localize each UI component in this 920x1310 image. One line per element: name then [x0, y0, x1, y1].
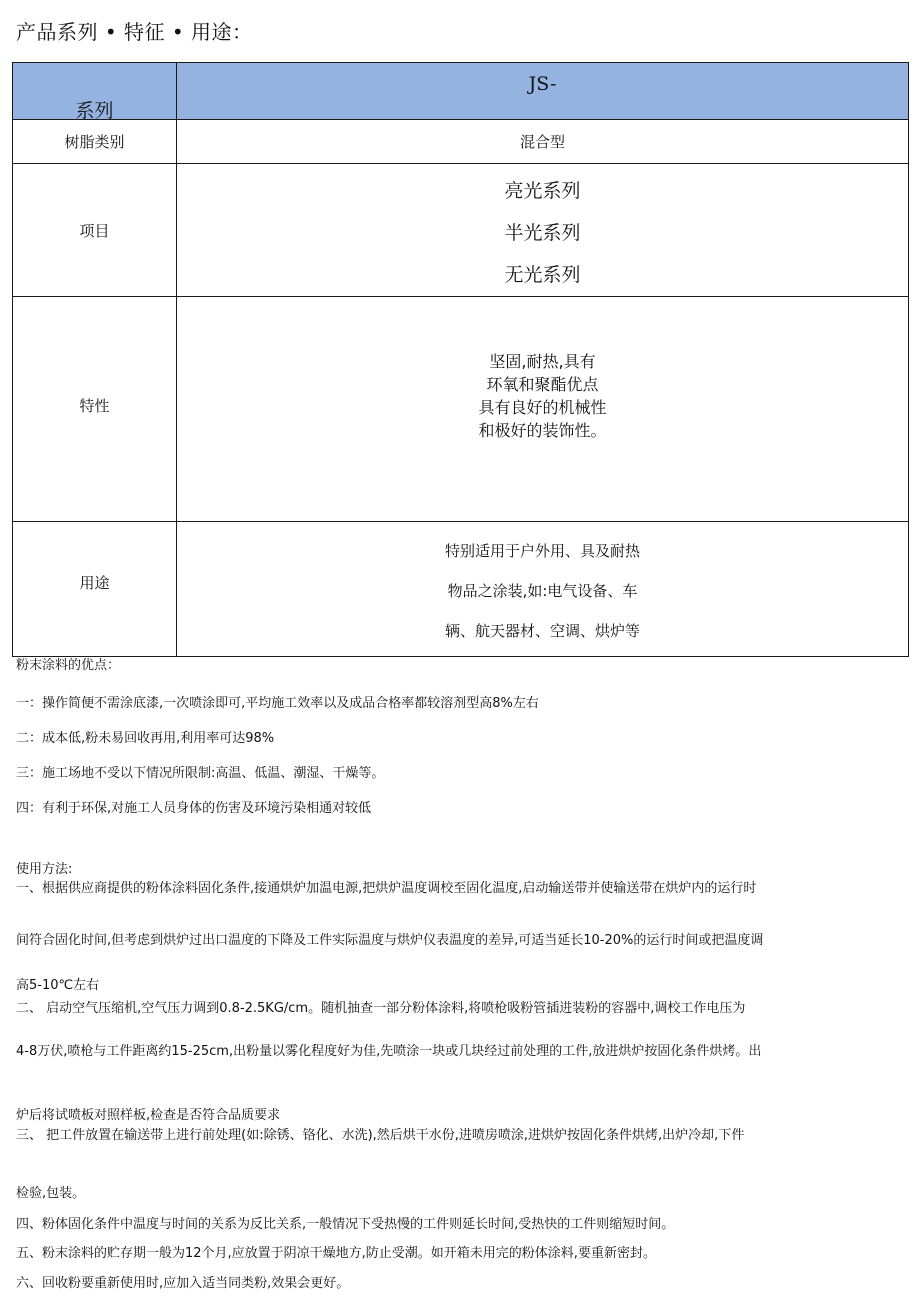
table-row-resin [13, 120, 909, 164]
usage-step-5: 五、粉末涂料的贮存期一般为12个月,应放置于阴凉干燥地方,防止受潮。如开箱未用完的粉体涂料,要重新密封。 [16, 1246, 656, 1261]
usage-step-2-part-1: 二、 启动空气压缩机,空气压力调到0.8-2.5KG/cm。随机抽查一部分粉体涂料,将喷枪吸粉管插进装粉的容器中,调校工作电压为 [16, 1001, 746, 1016]
usage-step-2-part-3: 炉后将试喷板对照样板,检查是否符合品质要求 [16, 1108, 281, 1123]
advantage-item: 一：操作简便不需涂底漆,一次喷涂即可,平均施工效率以及成品合格率都较溶剂型高8%左右 [16, 696, 539, 711]
table-row-features [13, 297, 909, 522]
uses-label: 用途 [13, 522, 177, 657]
use-line: 物品之涂装,如:电气设备、车 [447, 582, 638, 600]
usage-step-3-part-1: 三、 把工件放置在输送带上进行前处理(如:除锈、铬化、水洗),然后烘干水份,进喷房喷涂,进烘炉按固化条件烘烤,出炉冷却,下件 [16, 1128, 745, 1143]
usage-heading: 使用方法: [16, 862, 73, 877]
items-label: 项目 [13, 164, 177, 297]
item-matte: 无光系列 [504, 264, 581, 286]
usage-step-4: 四、粉体固化条件中温度与时间的关系为反比关系,一般情况下受热慢的工件则延长时间,受热快的工件则缩短时间。 [16, 1217, 675, 1232]
uses-cell [177, 522, 909, 657]
page-title: 产品系列 • 特征 • 用途： [16, 20, 253, 44]
product-spec-table [12, 62, 909, 657]
items-cell [177, 164, 909, 297]
use-line: 辆、航天器材、空调、烘炉等 [444, 622, 640, 640]
feature-line: 具有良好的机械性 [478, 398, 607, 417]
item-semi-gloss: 半光系列 [504, 222, 581, 244]
series-label: 系列 [75, 100, 114, 122]
feature-line: 环氧和聚酯优点 [486, 375, 599, 394]
usage-step-1-part-2: 间符合固化时间,但考虑到烘炉过出口温度的下降及工件实际温度与烘炉仪表温度的差异,可适当延长10-20%的运行时间或把温度调 [16, 933, 764, 948]
usage-step-1-part-1: 一、根据供应商提供的粉体涂料固化条件,接通烘炉加温电源,把烘炉温度调校至固化温度,启动输送带并使输送带在烘炉内的运行时 [16, 881, 757, 896]
item-gloss: 亮光系列 [504, 180, 581, 202]
series-value: JS- [528, 73, 557, 95]
table-row-items [13, 164, 909, 297]
usage-step-2-part-2: 4-8万伏,喷枪与工件距离约15-25cm,出粉量以雾化程度好为佳,先喷涂一块或几块经过前处理的工件,放进烘炉按固化条件烘烤。出 [16, 1044, 762, 1059]
advantage-item: 二：成本低,粉未易回收再用,利用率可达98% [16, 731, 275, 746]
usage-step-3-part-2: 检验,包装。 [16, 1186, 86, 1201]
table-row-uses [13, 522, 909, 657]
usage-step-1-part-3: 高5-10℃左右 [16, 978, 100, 993]
features-label: 特性 [13, 297, 177, 522]
advantage-item: 四：有利于环保,对施工人员身体的伤害及环境污染相通对较低 [16, 801, 372, 816]
advantage-item: 三：施工场地不受以下情况所限制:高温、低温、潮湿、干燥等。 [16, 766, 385, 781]
series-label-cell [13, 63, 177, 120]
resin-label: 树脂类别 [13, 120, 177, 164]
resin-value: 混合型 [177, 120, 909, 164]
features-cell [177, 297, 909, 522]
use-line: 特别适用于户外用、具及耐热 [444, 542, 640, 560]
feature-line: 坚固,耐热,具有 [489, 352, 596, 371]
feature-line: 和极好的装饰性。 [478, 421, 607, 440]
advantages-heading: 粉末涂料的优点： [16, 658, 121, 673]
table-row-series [13, 63, 909, 120]
usage-step-6: 六、回收粉要重新使用时,应加入适当同类粉,效果会更好。 [16, 1276, 350, 1291]
series-value-cell [177, 63, 909, 120]
